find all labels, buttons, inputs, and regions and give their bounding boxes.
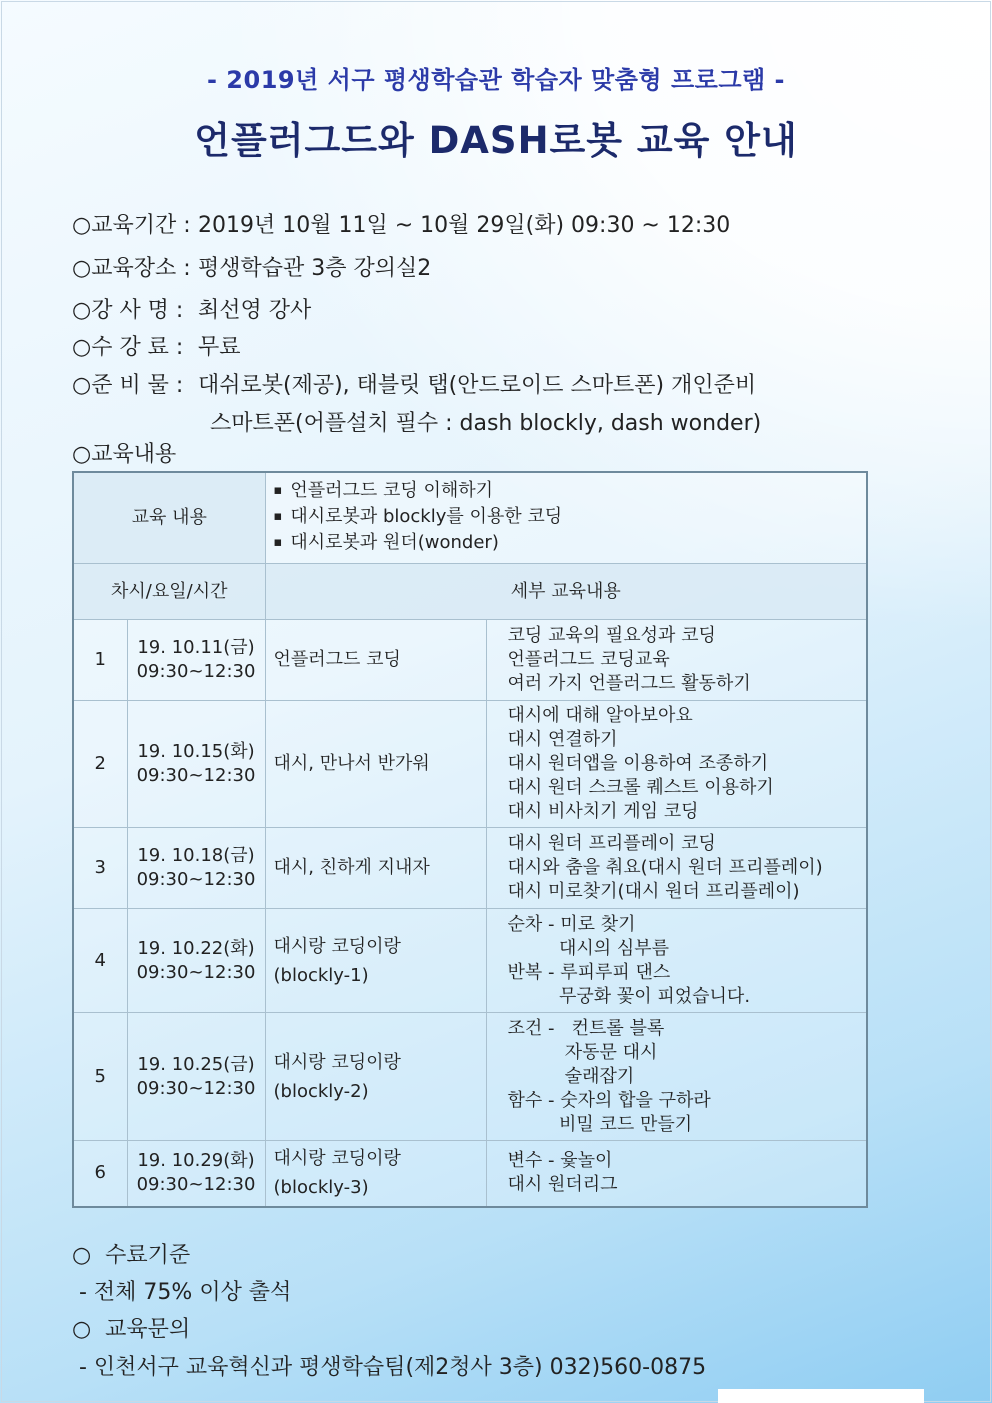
session-number: 4	[73, 909, 127, 1013]
detail-line: 대시 미로찾기(대시 원더 프리플레이)	[507, 881, 800, 902]
detail-line: 대시 원더리그	[507, 1174, 618, 1196]
session-details	[486, 1141, 867, 1207]
table-row	[73, 620, 867, 701]
list-item: ▪ 대시로봇과 blockly를 이용한 코딩	[274, 505, 867, 531]
info-value: 2019년 10월 11일 ~ 10월 29일(화) 09:30 ~ 12:30	[198, 213, 731, 238]
topic-line: 대시랑 코딩이랑	[273, 1148, 401, 1170]
detail-line: 대시 원더앱을 이용하여 조종하기	[507, 753, 769, 774]
info-label: ○교육기간 :	[72, 213, 191, 238]
session-datetime	[127, 620, 265, 701]
info-label: ○준 비 물 :	[72, 373, 184, 398]
session-topic	[265, 620, 486, 701]
topic-line: 대시랑 코딩이랑	[273, 935, 401, 957]
info-period	[72, 208, 730, 239]
detail-line: 대시 비사치기 게임 코딩	[507, 801, 699, 822]
info-location	[72, 251, 431, 282]
topic-line: 대시랑 코딩이랑	[273, 1051, 401, 1073]
detail-line: 대시에 대해 알아보아요	[507, 705, 693, 726]
info-label: ○교육장소 :	[72, 256, 191, 281]
detail-line: 언플러그드 코딩교육	[507, 649, 670, 670]
session-details	[486, 620, 867, 701]
session-date: 19. 10.11(금)	[137, 637, 255, 658]
session-topic	[265, 1141, 486, 1207]
session-datetime	[127, 828, 265, 909]
detail-line: 여러 가지 언플러그드 활동하기	[507, 673, 751, 694]
page-subtitle: - 2019년 서구 평생학습관 학습자 맞춤형 프로그램 -	[206, 66, 786, 94]
info-label: ○수 강 료 :	[72, 335, 184, 360]
session-date: 19. 10.29(화)	[137, 1150, 255, 1172]
detail-line: 함수 - 숫자의 합을 구하라	[507, 1089, 711, 1111]
list-item: ▪ 언플러그드 코딩 이해하기	[274, 479, 867, 505]
curriculum-table	[72, 471, 868, 1208]
session-number: 3	[73, 828, 127, 909]
info-value: 대쉬로봇(제공), 태블릿 탭(안드로이드 스마트폰) 개인준비	[198, 373, 757, 398]
corner-patch	[718, 1389, 924, 1403]
session-topic	[265, 1013, 486, 1141]
session-number: 6	[73, 1141, 127, 1207]
session-number: 2	[73, 701, 127, 828]
session-time: 09:30~12:30	[136, 765, 256, 786]
detail-line: 조건 - 컨트롤 블록	[507, 1017, 665, 1039]
info-value: 최선영 강사	[198, 298, 312, 323]
session-time: 09:30~12:30	[136, 961, 256, 983]
list-item: ▪ 대시로봇과 원더(wonder)	[274, 531, 867, 557]
content-label-cell: 교육 내용	[73, 472, 265, 564]
table-header-row	[73, 564, 867, 620]
session-details	[486, 1013, 867, 1141]
detail-line: 대시 원더 스크롤 퀘스트 이용하기	[507, 777, 774, 798]
table-row	[73, 828, 867, 909]
detail-line: 대시의 심부름	[507, 937, 670, 959]
session-datetime	[127, 909, 265, 1013]
table-row	[73, 909, 867, 1013]
session-datetime	[127, 1013, 265, 1141]
info-value: 평생학습관 3층 강의실2	[198, 256, 432, 281]
detail-line: 변수 - 윷놀이	[507, 1150, 613, 1172]
session-time: 09:30~12:30	[136, 1077, 256, 1099]
info-label: ○강 사 명 :	[72, 298, 184, 323]
session-datetime	[127, 701, 265, 828]
table-row	[73, 472, 867, 564]
completion-heading: ○ 수료기준	[72, 1243, 191, 1268]
inquiry-text: - 인천서구 교육혁신과 평생학습팀(제2청사 3층) 032)560-0875	[72, 1355, 707, 1380]
detail-line: 비밀 코드 만들기	[507, 1113, 693, 1135]
column-header-session: 차시/요일/시간	[73, 564, 265, 620]
topic-line: (blockly-2)	[273, 1080, 369, 1102]
content-items-cell	[265, 472, 867, 564]
session-details	[486, 909, 867, 1013]
topic-line: 언플러그드 코딩	[273, 649, 401, 670]
detail-line: 순차 - 미로 찾기	[507, 913, 636, 935]
topic-line: (blockly-1)	[273, 964, 369, 986]
session-details	[486, 828, 867, 909]
detail-line: 대시 원더 프리플레이 코딩	[507, 833, 716, 854]
content-heading: ○교육내용	[72, 442, 177, 467]
session-date: 19. 10.18(금)	[137, 845, 255, 866]
session-date: 19. 10.15(화)	[137, 741, 255, 762]
session-time: 09:30~12:30	[136, 661, 256, 682]
session-details	[486, 701, 867, 828]
session-number: 5	[73, 1013, 127, 1141]
session-time: 09:30~12:30	[136, 869, 256, 890]
info-instructor	[72, 293, 311, 324]
detail-line: 코딩 교육의 필요성과 코딩	[507, 625, 716, 646]
session-date: 19. 10.22(화)	[137, 937, 255, 959]
info-materials	[72, 368, 756, 399]
session-topic	[265, 828, 486, 909]
detail-line: 무궁화 꽃이 피었습니다.	[507, 985, 751, 1007]
topic-line: 대시, 친하게 지내자	[273, 857, 430, 878]
detail-line: 대시 연결하기	[507, 729, 618, 750]
info-materials-cont: 스마트폰(어플설치 필수 : dash blockly, dash wonder)	[210, 411, 762, 436]
inquiry-heading: ○ 교육문의	[72, 1317, 191, 1342]
topic-line: 대시, 만나서 반가워	[273, 753, 430, 774]
topic-line: (blockly-3)	[273, 1177, 369, 1199]
detail-line: 술래잡기	[507, 1065, 635, 1087]
detail-line: 대시와 춤을 춰요(대시 원더 프리플레이)	[507, 857, 823, 878]
table-row	[73, 701, 867, 828]
session-time: 09:30~12:30	[136, 1174, 256, 1196]
completion-text: - 전체 75% 이상 출석	[72, 1280, 292, 1305]
session-number: 1	[73, 620, 127, 701]
session-date: 19. 10.25(금)	[137, 1053, 255, 1075]
detail-line: 반복 - 루피루피 댄스	[507, 961, 671, 983]
info-value: 무료	[198, 335, 241, 360]
page-title: 언플러그드와 DASH로봇 교육 안내	[194, 119, 798, 162]
column-header-detail: 세부 교육내용	[265, 564, 867, 620]
session-topic	[265, 701, 486, 828]
table-row	[73, 1141, 867, 1207]
table-row	[73, 1013, 867, 1141]
session-datetime	[127, 1141, 265, 1207]
session-topic	[265, 909, 486, 1013]
info-fee	[72, 330, 241, 361]
detail-line: 자동문 대시	[507, 1041, 658, 1063]
